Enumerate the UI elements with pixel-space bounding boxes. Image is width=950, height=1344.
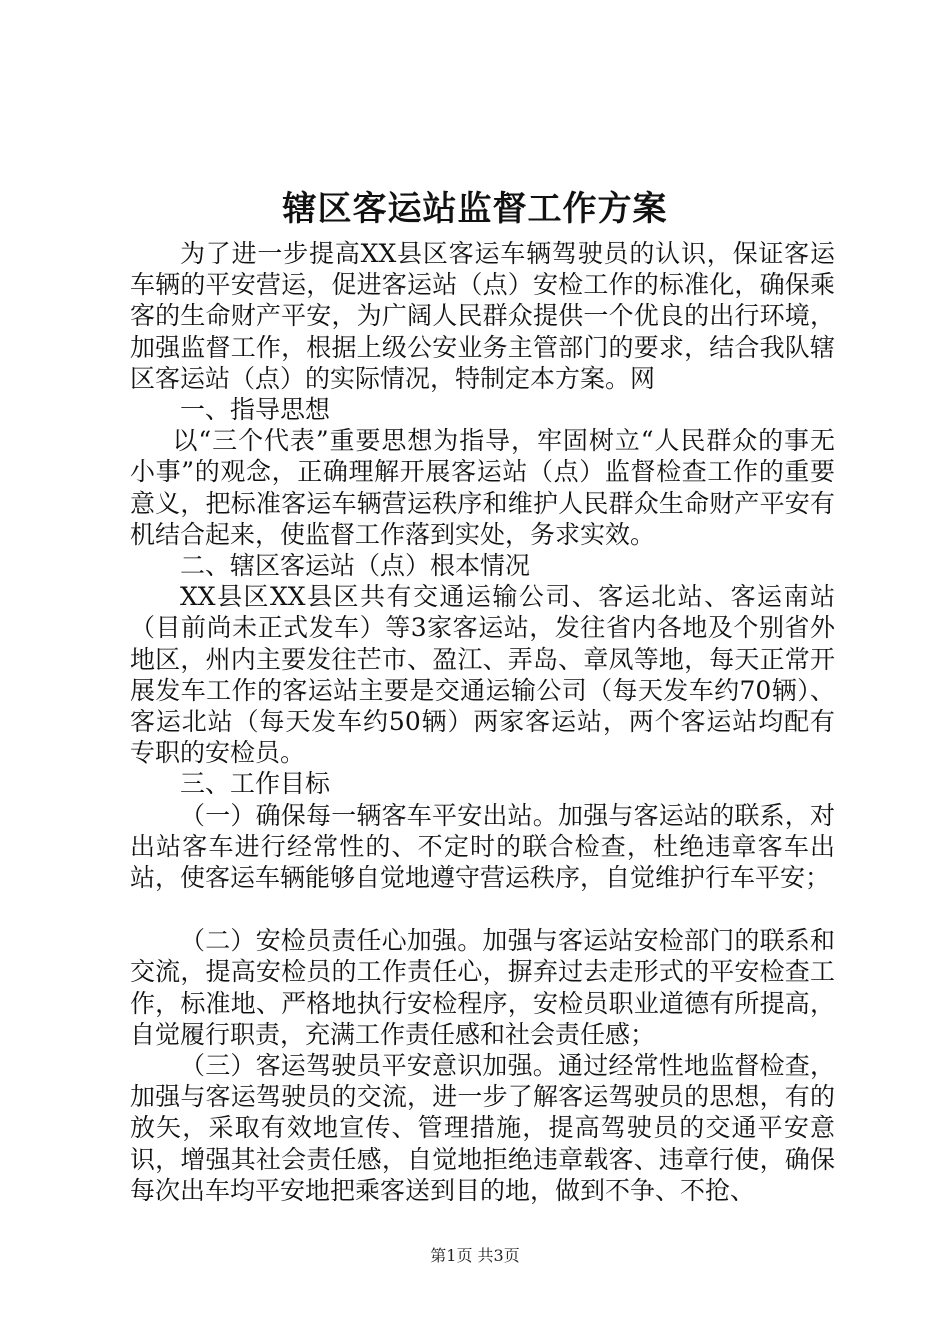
section-heading-guiding-ideology: 一、指导思想 <box>180 395 331 425</box>
paragraph-gap <box>130 893 835 925</box>
work-goal-3-paragraph: （三）客运驾驶员平安意识加强。通过经常性地监督检查，加强与客运驾驶员的交流，进一步了解客运驾驶员的思想，有的放矢，采取有效地宣传、管理措施，提高驾驶员的交通平安意识，增强其社会责任感，自觉地拒绝违章载客、违章行使，确保每次出车均平安地把乘客送到目的地，做到不争、不抢、 <box>130 1051 835 1205</box>
page-footer: 第1页 共3页 <box>430 1246 520 1265</box>
section-heading-work-goals: 三、工作目标 <box>180 769 331 799</box>
basic-situation-paragraph: XX县区XX县区共有交通运输公司、客运北站、客运南站（目前尚未正式发车）等3家客运站，发往省内各地及个别省外地区，州内主要发往芒市、盈江、弄岛、章凤等地，每天正常开展发车工作的客运站主要是交通运输公司（每天发车约70辆）、客运北站（每天发车约50辆）两家客运站，两个客运站均配有专职的安检员。 <box>130 582 835 768</box>
work-goal-1-paragraph: （一）确保每一辆客车平安出站。加强与客运站的联系，对出站客车进行经常性的、不定时的联合检查，杜绝违章客车出站，使客运车辆能够自觉地遵守营运秩序，自觉维护行车平安； <box>130 800 835 893</box>
intro-paragraph: 为了进一步提高XX县区客运车辆驾驶员的认识，保证客运车辆的平安营运，促进客运站（点）安检工作的标准化，确保乘客的生命财产平安，为广阔人民群众提供一个优良的出行环境，加强监督工作，根据上级公安业务主管部门的要求，结合我队辖区客运站（点）的实际情况，特制定本方案。网 <box>130 239 835 393</box>
section-heading-basic-situation: 二、辖区客运站（点）根本情况 <box>180 551 531 581</box>
document-title: 辖区客运站监督工作方案 <box>282 189 668 229</box>
guiding-ideology-paragraph: 以“三个代表”重要思想为指导，牢固树立“人民群众的事无小事”的观念，正确理解开展客运站（点）监督检查工作的重要意义，把标准客运车辆营运秩序和维护人民群众生命财产平安有机结合起来，使监督工作落到实处，务求实效。 <box>130 426 835 549</box>
work-goal-2-paragraph: （二）安检员责任心加强。加强与客运站安检部门的联系和交流，提高安检员的工作责任心，摒弃过去走形式的平安检查工作，标准地、严格地执行安检程序，安检员职业道德有所提高，自觉履行职责，充满工作责任感和社会责任感； <box>130 926 835 1049</box>
document-body <box>130 238 835 1206</box>
